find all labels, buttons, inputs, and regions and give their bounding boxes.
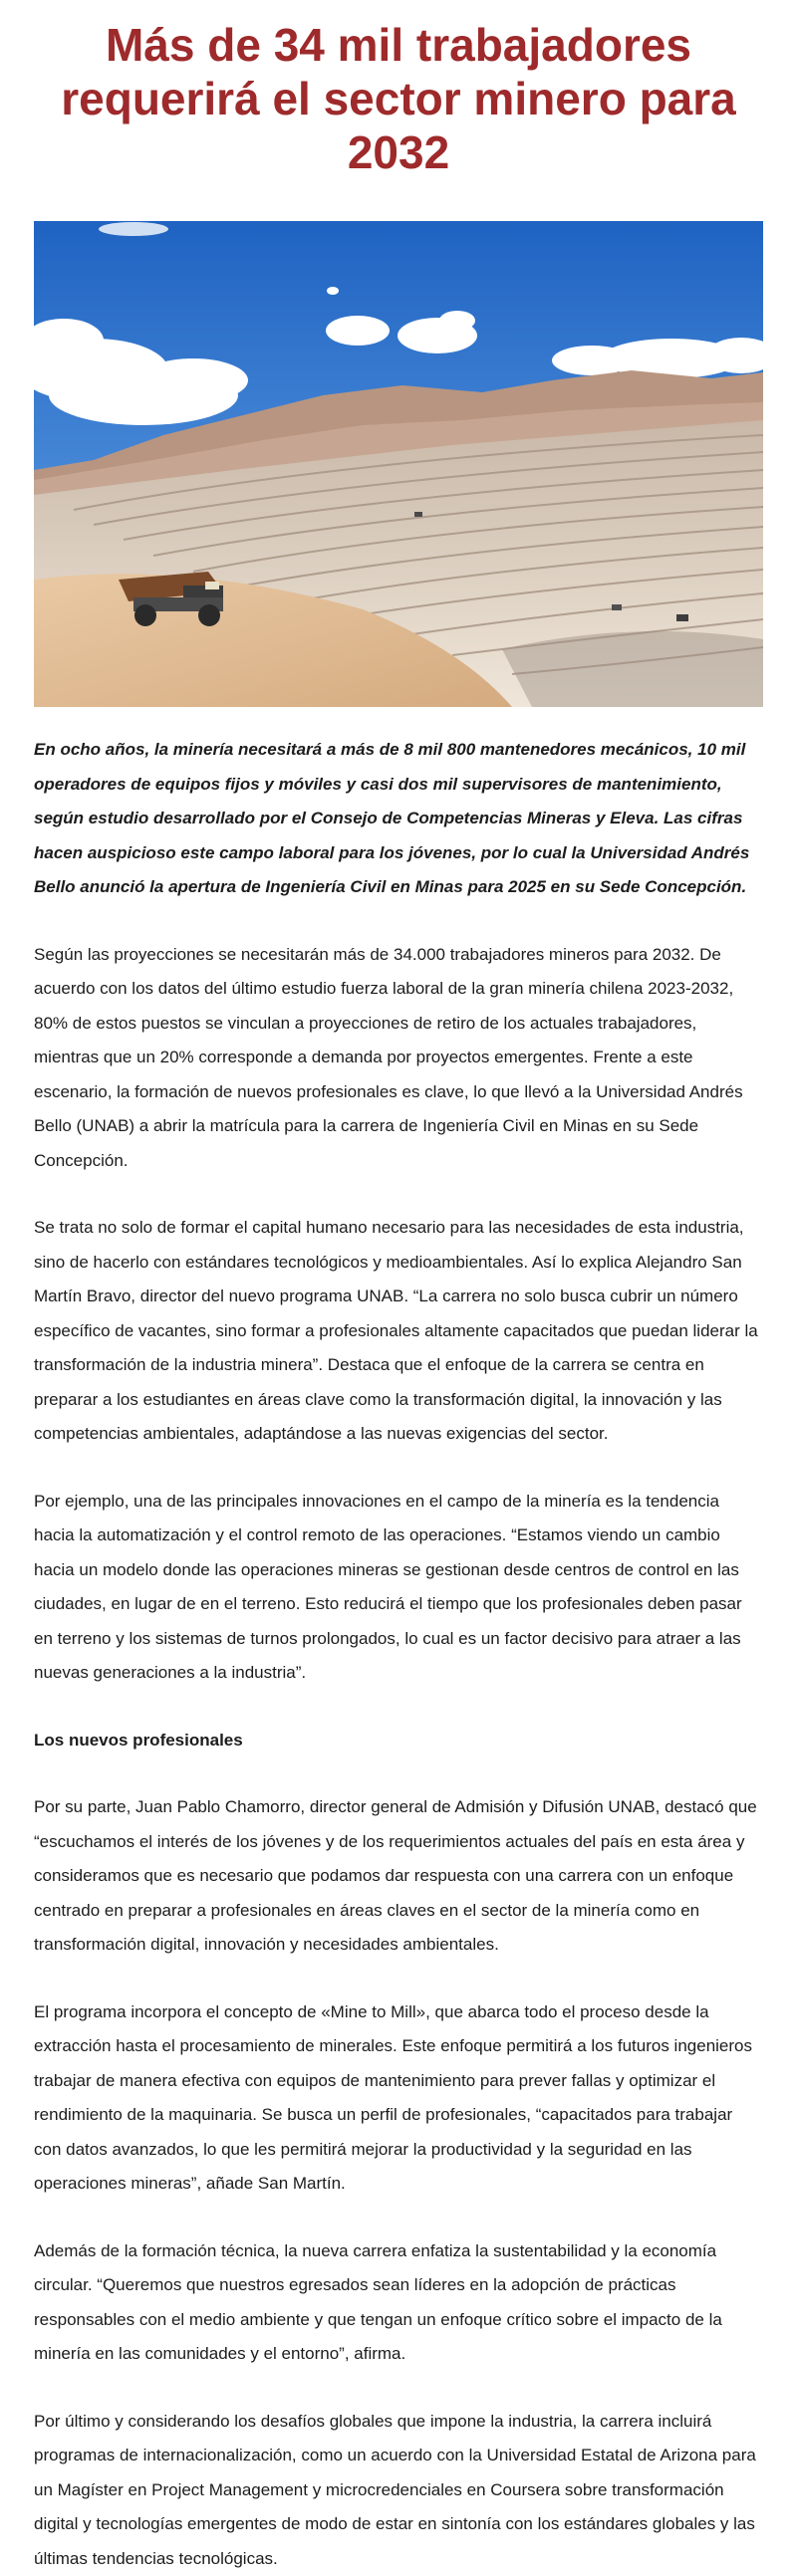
article-lead: En ocho años, la minería necesitará a más de 8 mil 800 mantenedores mecánicos, 10 mil operadores de equipos fijos y móviles y casi dos mil supervisores de mantenimiento, según estudio desarrollado por el Consejo de Competencias Mineras y Eleva. Las cifras hacen auspicioso este campo laboral para los jóvenes, por lo cual la Universidad Andrés Bello anunció la apertura de Ingeniería Civil en Minas para 2025 en su Sede Concepción. (34, 733, 763, 905)
article-title: Más de 34 mil trabajadores requerirá el sector minero para 2032 (34, 0, 763, 179)
body-paragraph-3: Por ejemplo, una de las principales innovaciones en el campo de la minería es la tendencia hacia la automatización y el control remoto de las operaciones. “Estamos viendo un cambio hacia un modelo donde las operaciones mineras se gestionan desde centros de control en las ciudades, en lugar de en el terreno. Esto reducirá el tiempo que los profesionales deben pasar en terreno y los sistemas de turnos prolongados, lo cual es un factor decisivo para atraer a las nuevas generaciones a la industria”. (34, 1485, 763, 1691)
body-paragraph-5: El programa incorpora el concepto de «Mine to Mill», que abarca todo el proceso desde la extracción hasta el procesamiento de minerales. Este enfoque permitirá a los futuros ingenieros trabajar de manera efectiva con equipos de mantenimiento para prever fallas y optimizar el rendimiento de la maquinaria. Se busca un perfil de profesionales, “capacitados para trabajar con datos avanzados, lo que les permitirá mejorar la productividad y la seguridad en las operaciones mineras”, añade San Martín. (34, 1995, 763, 2202)
pit-vehicle (414, 512, 422, 517)
body-paragraph-2: Se trata no solo de formar el capital humano necesario para las necesidades de esta industria, sino de hacerlo con estándares tecnológicos y medioambientales. Así lo explica Alejandro San Martín Bravo, director del nuevo programa UNAB. “La carrera no solo busca cubrir un número específico de vacantes, sino formar a profesionales altamente capacitados que puedan liderar la transformación de la industria minera”. Destaca que el enfoque de la carrera se centra en preparar a los estudiantes en áreas clave como la transformación digital, la innovación y las competencias ambientales, adaptándose a las nuevas exigencias del sector. (34, 1211, 763, 1452)
section-subheading: Los nuevos profesionales (34, 1724, 763, 1758)
open-pit-mine-photo (34, 221, 763, 707)
body-paragraph-6: Además de la formación técnica, la nueva carrera enfatiza la sustentabilidad y la economía circular. “Queremos que nuestros egresados sean líderes en la adopción de prácticas responsables con el medio ambiente y que tengan un enfoque crítico sobre el impacto de la minería en las comunidades y el entorno”, afirma. (34, 2234, 763, 2372)
body-paragraph-1: Según las proyecciones se necesitarán más de 34.000 trabajadores mineros para 2032. De acuerdo con los datos del último estudio fuerza laboral de la gran minería chilena 2023-2032, 80% de estos puestos se vinculan a proyecciones de retiro de los actuales trabajadores, mientras que un 20% corresponde a demanda por proyectos emergentes. Frente a este escenario, la formación de nuevos profesionales es clave, lo que llevó a la Universidad Andrés Bello (UNAB) a abrir la matrícula para la carrera de Ingeniería Civil en Minas en su Sede Concepción. (34, 938, 763, 1179)
body-paragraph-7: Por último y considerando los desafíos globales que impone la industria, la carrera incluirá programas de internacionalización, como un acuerdo con la Universidad Estatal de Arizona para un Magíster en Project Management y microcredenciales en Coursera sobre transformación digital y tecnologías emergentes de modo de estar en sintonía con los estándares globales y las últimas tendencias tecnológicas. (34, 2405, 763, 2576)
body-paragraph-4: Por su parte, Juan Pablo Chamorro, director general de Admisión y Difusión UNAB, destacó que “escuchamos el interés de los jóvenes y de los requerimientos actuales del país en esta área y consideramos que es necesario que podamos dar respuesta con una carrera con un enfoque centrado en preparar a profesionales en áreas claves en el sector de la minería como en transformación digital, innovación y necesidades ambientales. (34, 1790, 763, 1963)
hero-image (34, 221, 763, 707)
